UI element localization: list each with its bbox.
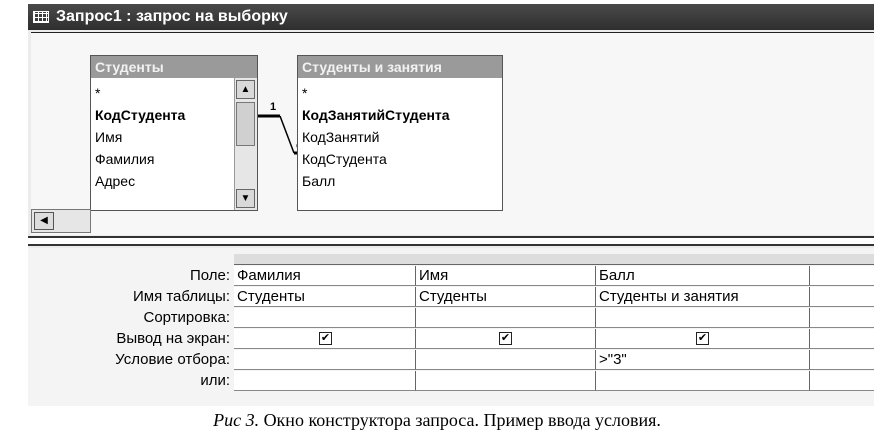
- field-item[interactable]: Имя: [95, 129, 123, 145]
- field-item[interactable]: КодЗанятийСтудента: [302, 107, 450, 123]
- field-list-students[interactable]: [90, 55, 258, 211]
- cell-show[interactable]: [234, 329, 416, 349]
- field-item[interactable]: Фамилия: [95, 151, 155, 167]
- cell-table[interactable]: Студенты и занятия: [596, 287, 810, 307]
- cell-sort[interactable]: [596, 308, 810, 328]
- show-checkbox[interactable]: ✔: [500, 332, 511, 344]
- cell-show[interactable]: [596, 329, 810, 349]
- scroll-up-icon[interactable]: ▲: [236, 80, 255, 99]
- column-selector-bar[interactable]: [234, 254, 874, 265]
- field-item[interactable]: Балл: [302, 173, 336, 189]
- cell-sort[interactable]: [416, 308, 596, 328]
- cell-empty[interactable]: [810, 266, 874, 286]
- cell-sort[interactable]: [234, 308, 416, 328]
- window-title: Запрос1 : запрос на выборку: [56, 8, 288, 25]
- cell-empty[interactable]: [810, 308, 874, 328]
- field-item[interactable]: КодЗанятий: [302, 129, 380, 145]
- cell-or[interactable]: [596, 371, 810, 391]
- cell-criteria[interactable]: >"3": [596, 350, 810, 370]
- show-checkbox[interactable]: ✔: [320, 332, 331, 344]
- field-item[interactable]: КодСтудента: [95, 107, 186, 123]
- figure-label: Рис 3.: [213, 410, 260, 430]
- row-label-table: Имя таблицы:: [132, 288, 230, 305]
- cell-empty[interactable]: [810, 329, 874, 349]
- query-icon: [33, 11, 49, 23]
- field-list-title[interactable]: Студенты: [91, 56, 257, 78]
- cell-or[interactable]: [416, 371, 596, 391]
- cell-table[interactable]: Студенты: [234, 287, 416, 307]
- scroll-left-icon[interactable]: ◀: [34, 212, 54, 230]
- field-item[interactable]: *: [95, 85, 101, 101]
- field-list-students-classes[interactable]: [297, 55, 503, 211]
- pane-splitter[interactable]: [28, 236, 874, 246]
- one-label: 1: [270, 101, 277, 113]
- field-item[interactable]: КодСтудента: [302, 151, 387, 167]
- figure-caption: [0, 410, 874, 431]
- scroll-thumb[interactable]: [236, 102, 255, 146]
- cell-table[interactable]: Студенты: [416, 287, 596, 307]
- table-pane: [31, 32, 874, 235]
- row-label-criteria: Условие отбора:: [115, 351, 230, 368]
- show-checkbox[interactable]: ✔: [697, 332, 708, 344]
- row-label-field: Поле:: [189, 267, 230, 284]
- row-label-or: или:: [200, 372, 230, 389]
- field-item[interactable]: Адрес: [95, 173, 136, 189]
- cell-show[interactable]: [416, 329, 596, 349]
- cell-field[interactable]: Имя: [416, 266, 596, 286]
- cell-empty[interactable]: [810, 371, 874, 391]
- scroll-down-icon[interactable]: ▼: [236, 189, 255, 208]
- figure-text: Окно конструктора запроса. Пример ввода условия.: [259, 410, 661, 430]
- design-grid: [28, 248, 874, 406]
- cell-field[interactable]: Фамилия: [234, 266, 416, 286]
- field-list-scrollbar[interactable]: [234, 78, 257, 210]
- pane-horizontal-scrollbar[interactable]: [31, 209, 91, 233]
- title-bar[interactable]: [28, 4, 874, 30]
- cell-criteria[interactable]: [234, 350, 416, 370]
- cell-empty[interactable]: [810, 287, 874, 307]
- cell-or[interactable]: [234, 371, 416, 391]
- cell-field[interactable]: Балл: [596, 266, 810, 286]
- field-list-title[interactable]: Студенты и занятия: [298, 56, 502, 78]
- cell-criteria[interactable]: [416, 350, 596, 370]
- row-label-sort: Сортировка:: [143, 309, 230, 326]
- query-window: [28, 4, 874, 406]
- row-label-show: Вывод на экран:: [116, 330, 230, 347]
- cell-empty[interactable]: [810, 350, 874, 370]
- field-item[interactable]: *: [302, 85, 308, 101]
